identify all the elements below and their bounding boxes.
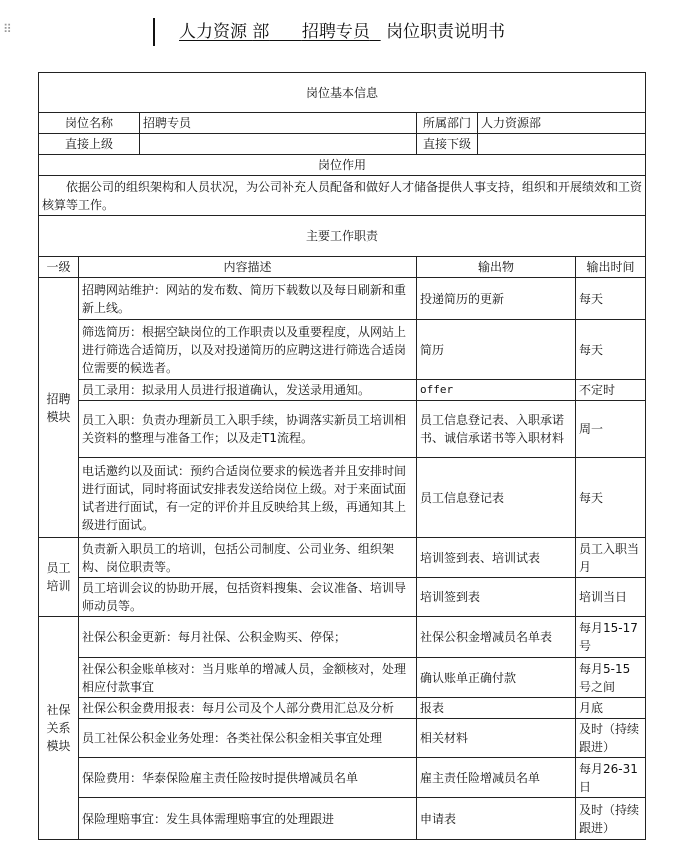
duty-description: 负责新入职员工的培训，包括公司制度、公司业务、组织架构、岗位职责等。: [79, 538, 417, 578]
duty-output-time: 每月15-17号: [576, 617, 646, 658]
duty-row: [39, 658, 646, 698]
duty-row: [39, 320, 646, 380]
duty-output: 培训签到表: [417, 578, 576, 617]
duty-description: 社保公积金更新：每月社保、公积金购买、停保；: [79, 617, 417, 658]
duty-output: 雇主责任险增减员名单: [417, 758, 576, 798]
title-department: 人力资源: [179, 22, 247, 42]
section-main-duties: 主要工作职责: [39, 216, 646, 257]
duty-output: 员工信息登记表、入职承诺书、诚信承诺书等入职材料: [417, 401, 576, 458]
duty-output-time: 周一: [576, 401, 646, 458]
duty-output-time: 培训当日: [576, 578, 646, 617]
duty-description: 电话邀约以及面试：预约合适岗位要求的候选者并且安排时间进行面试，同时将面试安排表发送给岗位上级。对于来面试面试者进行面试，有一定的评价并且反映给其上级，再通知其上级进行面试。: [79, 458, 417, 538]
duty-description: 保险费用：华泰保险雇主责任险按时提供增减员名单: [79, 758, 417, 798]
duty-output: 投递简历的更新: [417, 278, 576, 320]
duty-description: 招聘网站维护：网站的发布数、简历下载数以及每日刷新和重新上线。: [79, 278, 417, 320]
duty-output-time: 及时（持续跟进）: [576, 798, 646, 840]
title-position: 招聘专员: [301, 22, 370, 42]
department-value: 人力资源部: [478, 113, 646, 134]
module-name: 社保关系模块: [39, 617, 79, 840]
col-header-output: 输出物: [417, 257, 576, 278]
job-description-table: [38, 72, 646, 840]
section-basic-info: 岗位基本信息: [39, 73, 646, 113]
duty-row: [39, 758, 646, 798]
direct-subordinate-value: [478, 134, 646, 155]
duty-output: 简历: [417, 320, 576, 380]
duty-output: 员工信息登记表: [417, 458, 576, 538]
duty-output-time: 每天: [576, 320, 646, 380]
section-role: 岗位作用: [39, 155, 646, 176]
duty-output: 相关材料: [417, 719, 576, 758]
duty-description: 员工入职：负责办理新员工入职手续，协调落实新员工培训相关资料的整理与准备工作；以及走T1流程。: [79, 401, 417, 458]
duty-row: [39, 719, 646, 758]
role-description: 依据公司的组织架构和人员状况，为公司补充人员配备和做好人才储备提供人事支持，组织和开展绩效和工资核算等工作。: [39, 176, 646, 216]
duty-output: 确认账单正确付款: [417, 658, 576, 698]
col-header-level: 一级: [39, 257, 79, 278]
duty-description: 社保公积金账单核对：当月账单的增减人员，金额核对，处理相应付款事宜: [79, 658, 417, 698]
duty-output-time: 每天: [576, 458, 646, 538]
department-label: 所属部门: [417, 113, 478, 134]
duty-row: [39, 380, 646, 401]
position-name-value: 招聘专员: [140, 113, 417, 134]
duty-output: 社保公积金增减员名单表: [417, 617, 576, 658]
duty-output: 培训签到表、培训试表: [417, 538, 576, 578]
direct-superior-value: [140, 134, 417, 155]
duty-output-time: 每月5-15号之间: [576, 658, 646, 698]
duty-description: 筛选简历：根据空缺岗位的工作职责以及重要程度，从网站上进行筛选合适简历，以及对投递简历的应聘这进行筛选合适岗位需要的候选者。: [79, 320, 417, 380]
duty-row: [39, 458, 646, 538]
title-dept-suffix: 部: [252, 22, 270, 42]
duty-description: 社保公积金费用报表：每月公司及个人部分费用汇总及分析: [79, 698, 417, 719]
duty-description: 员工录用：拟录用人员进行报道确认，发送录用通知。: [79, 380, 417, 401]
col-header-time: 输出时间: [576, 257, 646, 278]
module-name: 员工培训: [39, 538, 79, 617]
duty-row: [39, 538, 646, 578]
duty-row: [39, 698, 646, 719]
duty-output-time: 月底: [576, 698, 646, 719]
duty-output: offer: [417, 380, 576, 401]
document-title: [153, 18, 505, 46]
duty-output-time: 不定时: [576, 380, 646, 401]
col-header-description: 内容描述: [79, 257, 417, 278]
duty-row: [39, 798, 646, 840]
duty-description: 员工培训会议的协助开展，包括资料搜集、会议准备、培训导师动员等。: [79, 578, 417, 617]
duty-output-time: 每月26-31日: [576, 758, 646, 798]
title-doc-name: 岗位职责说明书: [386, 22, 506, 42]
duty-output-time: 员工入职当月: [576, 538, 646, 578]
duty-output: 申请表: [417, 798, 576, 840]
duty-output-time: 及时（持续跟进）: [576, 719, 646, 758]
duty-output-time: 每天: [576, 278, 646, 320]
duty-row: [39, 617, 646, 658]
duty-description: 保险理赔事宜：发生具体需理赔事宜的处理跟进: [79, 798, 417, 840]
direct-superior-label: 直接上级: [39, 134, 140, 155]
position-name-label: 岗位名称: [39, 113, 140, 134]
duty-description: 员工社保公积金业务处理：各类社保公积金相关事宜处理: [79, 719, 417, 758]
drag-handle-icon[interactable]: ⠿: [3, 22, 10, 36]
duty-output: 报表: [417, 698, 576, 719]
duty-row: [39, 278, 646, 320]
module-name: 招聘模块: [39, 278, 79, 538]
duty-row: [39, 401, 646, 458]
direct-subordinate-label: 直接下级: [417, 134, 478, 155]
duty-row: [39, 578, 646, 617]
